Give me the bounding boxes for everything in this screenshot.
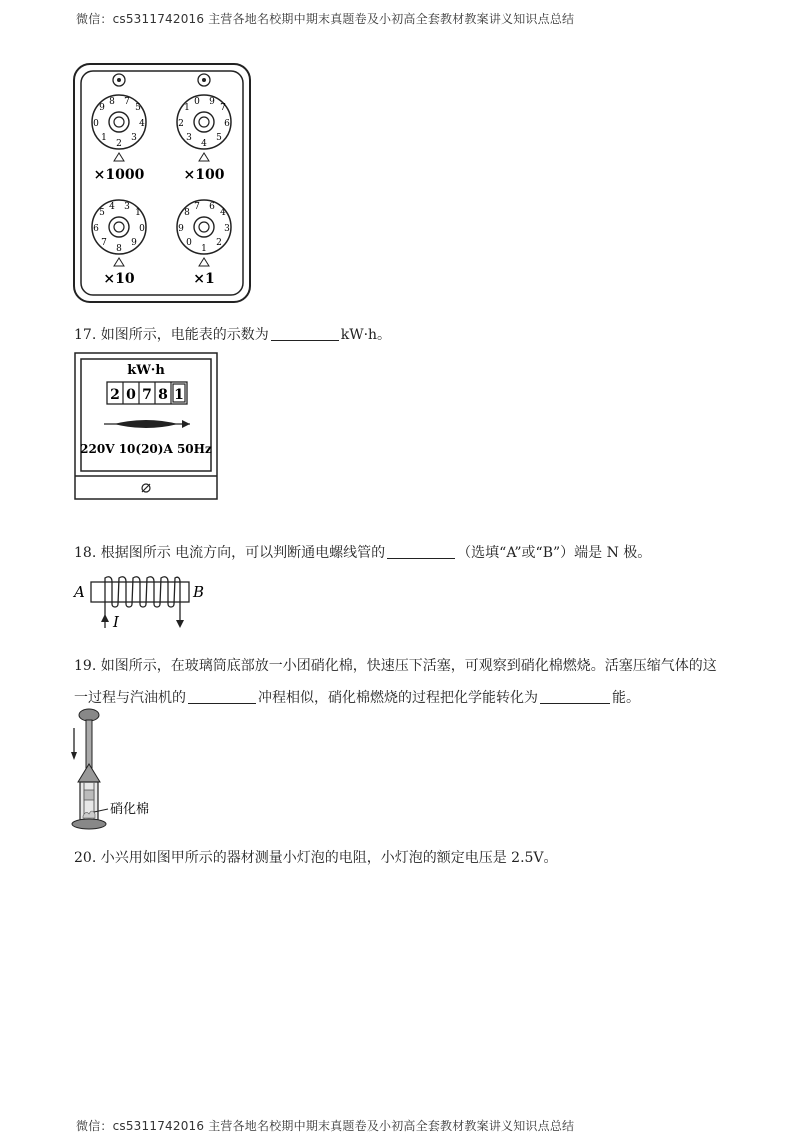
svg-text:1: 1 (101, 133, 107, 143)
cotton-label: 硝化棉 (110, 802, 150, 817)
meter-digit: 0 (126, 387, 136, 403)
meter-digit: 8 (158, 387, 168, 403)
svg-text:6: 6 (209, 202, 215, 212)
question-text: 能。 (612, 690, 640, 706)
svg-text:0: 0 (194, 97, 200, 107)
meter-spec: 220V 10(20)A 50Hz (80, 442, 212, 456)
page-footer: 微信：cs5311742016 主营各地名校期中期末真题卷及小初高全套教材教案讲义知识点总结 (76, 1119, 575, 1133)
meter-unit: kW·h (127, 363, 165, 378)
svg-text:0: 0 (139, 224, 145, 234)
answer-blank[interactable] (271, 326, 339, 341)
dial-x1 (177, 200, 231, 287)
svg-text:1: 1 (201, 244, 207, 254)
question-18 (74, 542, 651, 562)
svg-text:7: 7 (194, 202, 200, 212)
dial-label: ×10 (103, 271, 135, 287)
piston-apparatus-figure (70, 706, 170, 832)
svg-text:3: 3 (131, 133, 137, 143)
svg-text:2: 2 (116, 139, 122, 149)
meter-digit: 2 (110, 387, 120, 403)
question-text: 17. 如图所示，电能表的示数为 (74, 327, 269, 343)
question-17 (74, 324, 391, 344)
svg-text:3: 3 (224, 224, 230, 234)
dial-x100 (177, 95, 231, 183)
svg-text:0: 0 (186, 238, 192, 248)
current-label: I (113, 613, 119, 631)
question-text: kW·h。 (340, 327, 392, 343)
solenoid-end-a: A (74, 583, 85, 601)
svg-text:9: 9 (178, 224, 184, 234)
answer-blank[interactable] (387, 544, 455, 559)
dial-x10 (92, 200, 146, 287)
svg-text:9: 9 (131, 238, 137, 248)
svg-text:3: 3 (186, 133, 192, 143)
question-text: 18. 根据图所示 电流方向，可以判断通电螺线管的 (74, 545, 386, 561)
dial-label: ×1000 (93, 167, 145, 183)
svg-text:4: 4 (139, 119, 145, 129)
solenoid-figure (72, 576, 212, 632)
svg-text:6: 6 (224, 119, 230, 129)
meter-digit: 1 (174, 387, 184, 403)
svg-text:4: 4 (201, 139, 207, 149)
svg-text:4: 4 (220, 208, 226, 218)
svg-text:1: 1 (184, 103, 190, 113)
svg-text:7: 7 (124, 97, 130, 107)
svg-text:3: 3 (124, 202, 130, 212)
svg-text:0: 0 (93, 119, 99, 129)
dial-label: ×100 (183, 167, 225, 183)
question-20: 20. 小兴用如图甲所示的器材测量小灯泡的电阻，小灯泡的额定电压是 2.5V。 (74, 850, 558, 866)
svg-text:5: 5 (216, 133, 222, 143)
question-text: 一过程与汽油机的 (74, 690, 186, 706)
svg-text:6: 6 (93, 224, 99, 234)
svg-text:1: 1 (135, 208, 141, 218)
question-text: （选填“A”或“B”）端是 N 极。 (457, 545, 652, 561)
svg-text:9: 9 (209, 97, 215, 107)
dial-label: ×1 (193, 271, 215, 287)
resistance-box-figure (72, 62, 252, 304)
svg-text:8: 8 (184, 208, 190, 218)
svg-text:8: 8 (116, 244, 122, 254)
question-19-line1: 19. 如图所示，在玻璃筒底部放一小团硝化棉，快速压下活塞，可观察到硝化棉燃烧。活塞压缩气体的这 (74, 658, 717, 674)
svg-text:4: 4 (109, 202, 115, 212)
dial-x1000 (92, 95, 146, 183)
question-text: 冲程相似，硝化棉燃烧的过程把化学能转化为 (258, 690, 538, 706)
svg-text:7: 7 (220, 103, 226, 113)
energy-meter-figure (74, 352, 218, 500)
svg-text:2: 2 (178, 119, 184, 129)
svg-text:7: 7 (101, 238, 107, 248)
svg-text:5: 5 (99, 208, 105, 218)
svg-text:5: 5 (135, 103, 141, 113)
meter-digit: 7 (142, 387, 152, 403)
answer-blank[interactable] (188, 689, 256, 704)
svg-text:8: 8 (109, 97, 115, 107)
answer-blank[interactable] (540, 689, 610, 704)
solenoid-end-b: B (193, 583, 205, 601)
question-19-line2 (74, 687, 640, 707)
page-header: 微信：cs5311742016 主营各地名校期中期末真题卷及小初高全套教材教案讲义知识点总结 (76, 12, 575, 26)
svg-text:9: 9 (99, 103, 105, 113)
svg-text:2: 2 (216, 238, 222, 248)
